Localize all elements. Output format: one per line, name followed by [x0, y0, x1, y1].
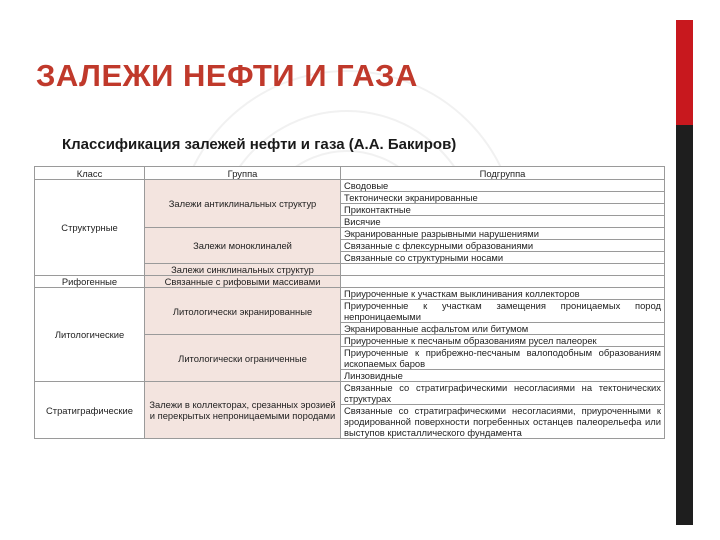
table-row	[35, 382, 665, 405]
table-header-row	[35, 167, 665, 180]
group-cell: Залежи моноклиналей	[145, 228, 341, 264]
subgroup-cell: Приконтактные	[341, 204, 665, 216]
class-cell: Литологические	[35, 288, 145, 382]
class-cell: Рифогенные	[35, 276, 145, 288]
table-row	[35, 288, 665, 300]
subgroup-cell-empty	[341, 276, 665, 288]
subgroup-cell: Висячие	[341, 216, 665, 228]
table-row	[35, 180, 665, 192]
subgroup-cell: Сводовые	[341, 180, 665, 192]
header-subgroup: Подгруппа	[341, 167, 665, 180]
group-cell: Залежи антиклинальных структур	[145, 180, 341, 228]
subgroup-cell: Экранированные разрывными нарушениями	[341, 228, 665, 240]
classification-table	[34, 166, 665, 439]
accent-bar-red	[676, 20, 693, 125]
class-cell: Стратиграфические	[35, 382, 145, 439]
table-caption: Классификация залежей нефти и газа (А.А. Бакиров)	[62, 136, 457, 153]
group-cell: Литологически ограниченные	[145, 335, 341, 382]
header-group: Группа	[145, 167, 341, 180]
table-row	[35, 276, 665, 288]
class-cell: Структурные	[35, 180, 145, 276]
subgroup-cell: Связанные с флексурными образованиями	[341, 240, 665, 252]
subgroup-cell: Приуроченные к участкам выклинивания коллекторов	[341, 288, 665, 300]
subgroup-cell: Тектонически экранированные	[341, 192, 665, 204]
group-cell: Связанные с рифовыми массивами	[145, 276, 341, 288]
accent-bar-dark	[676, 125, 693, 525]
subgroup-cell: Линзовидные	[341, 370, 665, 382]
group-cell: Залежи синклинальных структур	[145, 264, 341, 276]
subgroup-cell: Связанные со стратиграфическими несогласиями, приуроченными к эродированной поверхности погребенных останцев палеорельефа или выступов кристаллического фундамента	[341, 405, 665, 439]
subgroup-cell: Экранированные асфальтом или битумом	[341, 323, 665, 335]
group-cell: Литологически экранированные	[145, 288, 341, 335]
subgroup-cell: Приуроченные к песчаным образованиям русел палеорек	[341, 335, 665, 347]
subgroup-cell-empty	[341, 264, 665, 276]
group-cell: Залежи в коллекторах, срезанных эрозией и перекрытых непроницаемыми породами	[145, 382, 341, 439]
subgroup-cell: Приуроченные к прибрежно-песчаным валоподобным образованиям ископаемых баров	[341, 347, 665, 370]
subgroup-cell: Связанные со стратиграфическими несогласиями на тектонических структурах	[341, 382, 665, 405]
slide-title: ЗАЛЕЖИ НЕФТИ И ГАЗА	[36, 58, 418, 93]
header-class: Класс	[35, 167, 145, 180]
subgroup-cell: Приуроченные к участкам замещения проницаемых пород непроницаемыми	[341, 300, 665, 323]
subgroup-cell: Связанные со структурными носами	[341, 252, 665, 264]
